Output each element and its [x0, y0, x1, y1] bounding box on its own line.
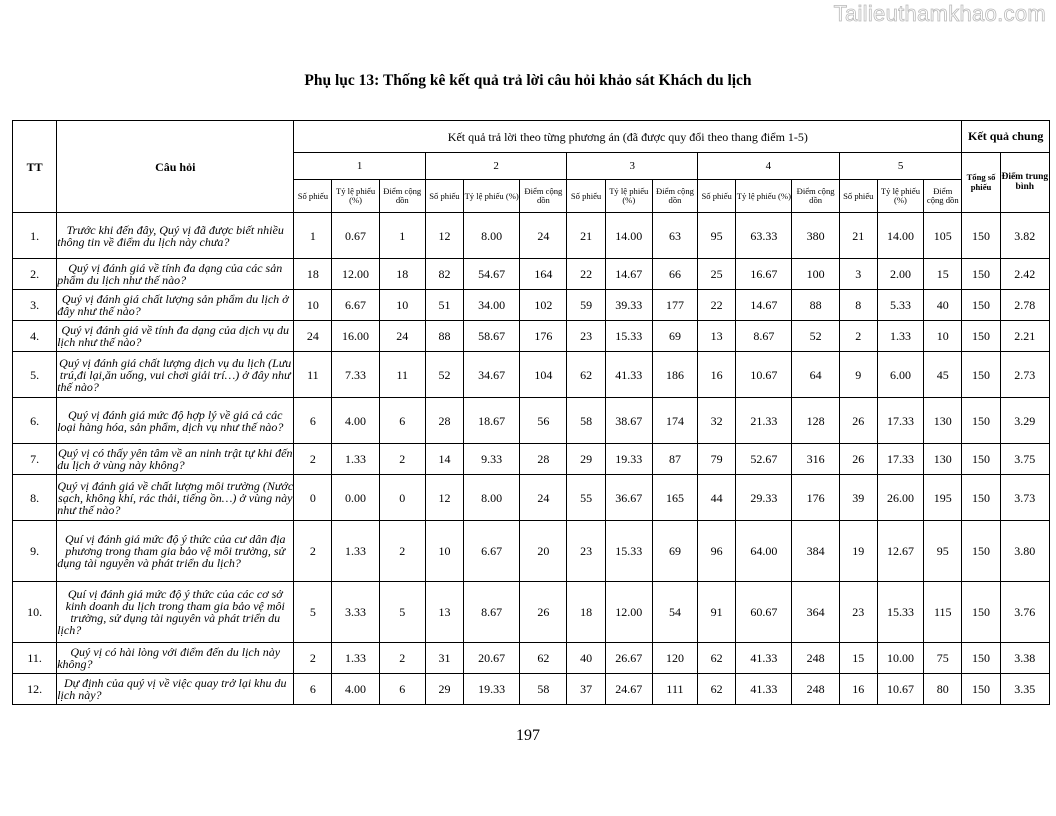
option-3-count: 40 — [567, 643, 605, 674]
option-3-count: 29 — [567, 444, 605, 475]
total-count: 150 — [962, 398, 1000, 444]
option-5-percent: 17.33 — [877, 444, 923, 475]
option-5-score: 195 — [924, 475, 962, 521]
total-count: 150 — [962, 321, 1000, 352]
option-2-count: 31 — [425, 643, 463, 674]
option-5-count: 3 — [839, 259, 877, 290]
table-row — [13, 582, 1050, 643]
average-score: 3.75 — [1000, 444, 1049, 475]
option-4-count: 62 — [698, 674, 736, 705]
option-2-percent: 34.67 — [464, 352, 520, 398]
option-2-percent: 8.67 — [464, 582, 520, 643]
header-option-4-score: Điểm cộng dồn — [792, 180, 839, 213]
table-row — [13, 444, 1050, 475]
header-option-5: 5 — [839, 153, 962, 180]
option-3-percent: 26.67 — [605, 643, 652, 674]
option-2-count: 13 — [425, 582, 463, 643]
average-score: 3.80 — [1000, 521, 1049, 582]
option-3-score: 177 — [652, 290, 697, 321]
survey-results-table — [12, 120, 1050, 705]
option-2-count: 10 — [425, 521, 463, 582]
option-5-score: 15 — [924, 259, 962, 290]
option-1-percent: 4.00 — [332, 674, 379, 705]
question-text: Quý vị đánh giá về tính đa dạng của các sản phẩm du lịch như thế nào? — [57, 259, 294, 290]
row-number: 6. — [13, 398, 57, 444]
option-4-percent: 16.67 — [736, 259, 792, 290]
option-3-score: 66 — [652, 259, 697, 290]
option-5-percent: 10.67 — [877, 674, 923, 705]
option-2-percent: 6.67 — [464, 521, 520, 582]
option-4-score: 64 — [792, 352, 839, 398]
option-5-count: 26 — [839, 444, 877, 475]
option-5-count: 26 — [839, 398, 877, 444]
option-2-score: 176 — [520, 321, 567, 352]
option-3-score: 111 — [652, 674, 697, 705]
header-option-3-score: Điểm cộng dồn — [652, 180, 697, 213]
question-text: Quý vị đánh giá mức độ hợp lý về giá cả các loại hàng hóa, sản phẩm, dịch vụ như thế nào? — [57, 398, 294, 444]
option-3-score: 69 — [652, 321, 697, 352]
option-4-score: 380 — [792, 213, 839, 259]
question-text: Quý vị có thấy yên tâm về an ninh trật tự khi đến du lịch ở vùng này không? — [57, 444, 294, 475]
average-score: 3.38 — [1000, 643, 1049, 674]
option-2-count: 12 — [425, 213, 463, 259]
header-option-3-pct: Tỷ lệ phiếu (%) — [605, 180, 652, 213]
option-2-score: 56 — [520, 398, 567, 444]
header-tt: TT — [13, 121, 57, 213]
option-1-count: 24 — [294, 321, 332, 352]
header-option-1-count: Số phiếu — [294, 180, 332, 213]
option-4-count: 79 — [698, 444, 736, 475]
option-5-percent: 6.00 — [877, 352, 923, 398]
average-score: 3.73 — [1000, 475, 1049, 521]
row-number: 12. — [13, 674, 57, 705]
option-1-percent: 16.00 — [332, 321, 379, 352]
total-count: 150 — [962, 352, 1000, 398]
option-1-count: 5 — [294, 582, 332, 643]
option-5-count: 16 — [839, 674, 877, 705]
row-number: 5. — [13, 352, 57, 398]
total-count: 150 — [962, 213, 1000, 259]
option-2-score: 104 — [520, 352, 567, 398]
option-3-percent: 14.00 — [605, 213, 652, 259]
option-3-count: 23 — [567, 321, 605, 352]
option-5-percent: 2.00 — [877, 259, 923, 290]
option-3-percent: 12.00 — [605, 582, 652, 643]
option-3-percent: 39.33 — [605, 290, 652, 321]
option-4-count: 62 — [698, 643, 736, 674]
option-1-percent: 1.33 — [332, 444, 379, 475]
option-5-score: 75 — [924, 643, 962, 674]
option-2-count: 12 — [425, 475, 463, 521]
option-1-percent: 3.33 — [332, 582, 379, 643]
option-5-score: 130 — [924, 398, 962, 444]
option-1-percent: 0.67 — [332, 213, 379, 259]
option-3-score: 63 — [652, 213, 697, 259]
question-text: Quý vị đánh giá về chất lượng môi trường (Nước sạch, không khí, rác thải, tiếng ồn…) ở vùng này như thế nào? — [57, 475, 294, 521]
table-row — [13, 643, 1050, 674]
option-3-count: 22 — [567, 259, 605, 290]
option-2-score: 102 — [520, 290, 567, 321]
option-5-count: 39 — [839, 475, 877, 521]
option-5-percent: 10.00 — [877, 643, 923, 674]
option-3-score: 174 — [652, 398, 697, 444]
option-3-count: 21 — [567, 213, 605, 259]
option-4-score: 384 — [792, 521, 839, 582]
option-2-percent: 34.00 — [464, 290, 520, 321]
option-1-percent: 12.00 — [332, 259, 379, 290]
option-2-percent: 18.67 — [464, 398, 520, 444]
header-option-2-count: Số phiếu — [425, 180, 463, 213]
option-5-percent: 1.33 — [877, 321, 923, 352]
option-3-count: 23 — [567, 521, 605, 582]
option-5-count: 23 — [839, 582, 877, 643]
average-score: 3.76 — [1000, 582, 1049, 643]
option-2-percent: 54.67 — [464, 259, 520, 290]
option-1-score: 2 — [379, 444, 425, 475]
option-3-score: 87 — [652, 444, 697, 475]
option-4-percent: 29.33 — [736, 475, 792, 521]
header-option-3-count: Số phiếu — [567, 180, 605, 213]
header-option-2-pct: Tỷ lệ phiếu (%) — [464, 180, 520, 213]
option-1-percent: 6.67 — [332, 290, 379, 321]
option-1-score: 18 — [379, 259, 425, 290]
option-1-count: 6 — [294, 398, 332, 444]
option-1-count: 10 — [294, 290, 332, 321]
option-3-count: 37 — [567, 674, 605, 705]
option-2-percent: 58.67 — [464, 321, 520, 352]
average-score: 2.21 — [1000, 321, 1049, 352]
option-4-count: 25 — [698, 259, 736, 290]
option-2-score: 58 — [520, 674, 567, 705]
option-4-percent: 52.67 — [736, 444, 792, 475]
option-2-percent: 19.33 — [464, 674, 520, 705]
option-1-score: 2 — [379, 643, 425, 674]
option-5-percent: 15.33 — [877, 582, 923, 643]
average-score: 3.82 — [1000, 213, 1049, 259]
question-text: Quý vị đánh giá chất lượng dịch vụ du lịch (Lưu trú,đi lại,ăn uống, vui chơi giải trí…) ở đây như thế nào? — [57, 352, 294, 398]
option-4-percent: 8.67 — [736, 321, 792, 352]
option-3-count: 59 — [567, 290, 605, 321]
header-average: Điểm trung bình — [1000, 153, 1049, 213]
option-1-count: 1 — [294, 213, 332, 259]
option-5-count: 9 — [839, 352, 877, 398]
option-4-count: 22 — [698, 290, 736, 321]
row-number: 2. — [13, 259, 57, 290]
option-1-score: 6 — [379, 398, 425, 444]
option-5-score: 10 — [924, 321, 962, 352]
table-row — [13, 213, 1050, 259]
option-1-percent: 0.00 — [332, 475, 379, 521]
option-1-count: 18 — [294, 259, 332, 290]
table-row — [13, 259, 1050, 290]
header-option-4-count: Số phiếu — [698, 180, 736, 213]
average-score: 3.29 — [1000, 398, 1049, 444]
header-option-4-pct: Tỷ lệ phiếu (%) — [736, 180, 792, 213]
option-1-percent: 4.00 — [332, 398, 379, 444]
option-4-percent: 10.67 — [736, 352, 792, 398]
option-1-score: 24 — [379, 321, 425, 352]
option-4-score: 128 — [792, 398, 839, 444]
option-4-percent: 64.00 — [736, 521, 792, 582]
option-1-count: 11 — [294, 352, 332, 398]
option-5-percent: 5.33 — [877, 290, 923, 321]
option-2-percent: 20.67 — [464, 643, 520, 674]
option-5-score: 115 — [924, 582, 962, 643]
option-2-percent: 8.00 — [464, 475, 520, 521]
option-1-count: 2 — [294, 444, 332, 475]
question-text: Quí vị đánh giá mức độ ý thức của cư dân địa phương trong tham gia bảo vệ môi trường, sử dụng tài nguyên và phát triển du lịch? — [57, 521, 294, 582]
option-4-count: 32 — [698, 398, 736, 444]
option-2-count: 52 — [425, 352, 463, 398]
option-3-count: 58 — [567, 398, 605, 444]
header-option-1: 1 — [294, 153, 426, 180]
option-5-count: 8 — [839, 290, 877, 321]
option-1-score: 2 — [379, 521, 425, 582]
page-title: Phụ lục 13: Thống kê kết quả trả lời câu hỏi khảo sát Khách du lịch — [304, 72, 752, 89]
option-4-score: 248 — [792, 643, 839, 674]
option-3-percent: 38.67 — [605, 398, 652, 444]
header-question: Câu hỏi — [57, 121, 294, 213]
option-3-score: 120 — [652, 643, 697, 674]
option-1-score: 11 — [379, 352, 425, 398]
option-3-percent: 15.33 — [605, 521, 652, 582]
option-1-score: 6 — [379, 674, 425, 705]
question-text: Dự định của quý vị về việc quay trở lại khu du lịch này? — [57, 674, 294, 705]
option-4-percent: 14.67 — [736, 290, 792, 321]
option-4-score: 248 — [792, 674, 839, 705]
average-score: 2.42 — [1000, 259, 1049, 290]
option-3-percent: 14.67 — [605, 259, 652, 290]
option-1-score: 5 — [379, 582, 425, 643]
option-2-score: 24 — [520, 475, 567, 521]
option-2-count: 28 — [425, 398, 463, 444]
option-2-score: 164 — [520, 259, 567, 290]
option-4-percent: 60.67 — [736, 582, 792, 643]
option-2-score: 24 — [520, 213, 567, 259]
option-4-percent: 63.33 — [736, 213, 792, 259]
question-text: Quý vị có hài lòng với điểm đến du lịch này không? — [57, 643, 294, 674]
table-row — [13, 398, 1050, 444]
option-1-count: 2 — [294, 521, 332, 582]
average-score: 3.35 — [1000, 674, 1049, 705]
header-option-3: 3 — [567, 153, 698, 180]
option-5-percent: 26.00 — [877, 475, 923, 521]
option-3-percent: 36.67 — [605, 475, 652, 521]
header-option-2: 2 — [425, 153, 567, 180]
option-3-score: 54 — [652, 582, 697, 643]
total-count: 150 — [962, 521, 1000, 582]
header-option-5-count: Số phiếu — [839, 180, 877, 213]
table-row — [13, 521, 1050, 582]
option-4-score: 364 — [792, 582, 839, 643]
watermark: Tailieuthamkhao.com — [833, 1, 1046, 26]
table-row — [13, 290, 1050, 321]
option-4-score: 52 — [792, 321, 839, 352]
option-4-score: 100 — [792, 259, 839, 290]
option-4-percent: 21.33 — [736, 398, 792, 444]
question-text: Trước khi đến đây, Quý vị đã được biết nhiều thông tin về điểm du lịch này chưa? — [57, 213, 294, 259]
header-option-5-pct: Tỷ lệ phiếu (%) — [877, 180, 923, 213]
option-3-score: 186 — [652, 352, 697, 398]
option-2-count: 29 — [425, 674, 463, 705]
option-1-score: 10 — [379, 290, 425, 321]
page-number: 197 — [516, 727, 540, 744]
option-2-score: 62 — [520, 643, 567, 674]
row-number: 3. — [13, 290, 57, 321]
option-4-count: 13 — [698, 321, 736, 352]
header-option-1-pct: Tỷ lệ phiếu (%) — [332, 180, 379, 213]
option-3-percent: 24.67 — [605, 674, 652, 705]
table-row — [13, 352, 1050, 398]
option-5-score: 45 — [924, 352, 962, 398]
total-count: 150 — [962, 259, 1000, 290]
option-5-count: 2 — [839, 321, 877, 352]
average-score: 2.73 — [1000, 352, 1049, 398]
table-row — [13, 475, 1050, 521]
header-option-1-score: Điểm cộng dồn — [379, 180, 425, 213]
option-3-percent: 19.33 — [605, 444, 652, 475]
question-text: Quý vị đánh giá về tính đa dạng của dịch vụ du lịch như thế nào? — [57, 321, 294, 352]
header-option-5-score: Điểm cộng dồn — [924, 180, 962, 213]
average-score: 2.78 — [1000, 290, 1049, 321]
total-count: 150 — [962, 290, 1000, 321]
row-number: 11. — [13, 643, 57, 674]
option-3-count: 18 — [567, 582, 605, 643]
option-5-percent: 14.00 — [877, 213, 923, 259]
total-count: 150 — [962, 674, 1000, 705]
option-5-percent: 12.67 — [877, 521, 923, 582]
option-4-count: 44 — [698, 475, 736, 521]
row-number: 8. — [13, 475, 57, 521]
option-1-score: 0 — [379, 475, 425, 521]
option-1-percent: 7.33 — [332, 352, 379, 398]
question-text: Quí vị đánh giá mức độ ý thức của các cơ sở kinh doanh du lịch trong tham gia bảo vệ môi trường, sử dụng tài nguyên và phát triển du lịch? — [57, 582, 294, 643]
option-3-count: 62 — [567, 352, 605, 398]
option-4-count: 91 — [698, 582, 736, 643]
option-2-count: 88 — [425, 321, 463, 352]
row-number: 4. — [13, 321, 57, 352]
row-number: 1. — [13, 213, 57, 259]
header-option-2-score: Điểm cộng dồn — [520, 180, 567, 213]
option-4-score: 316 — [792, 444, 839, 475]
option-5-score: 80 — [924, 674, 962, 705]
total-count: 150 — [962, 475, 1000, 521]
option-2-percent: 8.00 — [464, 213, 520, 259]
total-count: 150 — [962, 582, 1000, 643]
question-text: Quý vị đánh giá chất lượng sản phẩm du lịch ở đây như thế nào? — [57, 290, 294, 321]
option-2-count: 14 — [425, 444, 463, 475]
option-1-count: 6 — [294, 674, 332, 705]
option-4-count: 96 — [698, 521, 736, 582]
option-1-count: 0 — [294, 475, 332, 521]
option-1-count: 2 — [294, 643, 332, 674]
row-number: 9. — [13, 521, 57, 582]
header-overall-group: Kết quả chung — [962, 121, 1050, 153]
option-3-percent: 15.33 — [605, 321, 652, 352]
option-4-count: 95 — [698, 213, 736, 259]
option-2-count: 82 — [425, 259, 463, 290]
option-1-score: 1 — [379, 213, 425, 259]
header-option-4: 4 — [698, 153, 840, 180]
header-results-group: Kết quả trả lời theo từng phương án (đã được quy đổi theo thang điểm 1-5) — [294, 121, 962, 153]
total-count: 150 — [962, 643, 1000, 674]
option-2-score: 20 — [520, 521, 567, 582]
option-2-score: 28 — [520, 444, 567, 475]
option-3-count: 55 — [567, 475, 605, 521]
row-number: 10. — [13, 582, 57, 643]
option-3-score: 69 — [652, 521, 697, 582]
total-count: 150 — [962, 444, 1000, 475]
row-number: 7. — [13, 444, 57, 475]
option-2-count: 51 — [425, 290, 463, 321]
option-1-percent: 1.33 — [332, 521, 379, 582]
option-2-percent: 9.33 — [464, 444, 520, 475]
option-3-percent: 41.33 — [605, 352, 652, 398]
option-2-score: 26 — [520, 582, 567, 643]
option-5-score: 95 — [924, 521, 962, 582]
table-row — [13, 674, 1050, 705]
option-5-score: 105 — [924, 213, 962, 259]
option-5-count: 15 — [839, 643, 877, 674]
option-4-percent: 41.33 — [736, 643, 792, 674]
table-row — [13, 321, 1050, 352]
option-4-count: 16 — [698, 352, 736, 398]
option-3-score: 165 — [652, 475, 697, 521]
option-1-percent: 1.33 — [332, 643, 379, 674]
option-5-count: 19 — [839, 521, 877, 582]
option-5-count: 21 — [839, 213, 877, 259]
header-total: Tổng số phiếu — [962, 153, 1000, 213]
option-5-percent: 17.33 — [877, 398, 923, 444]
option-5-score: 130 — [924, 444, 962, 475]
option-4-percent: 41.33 — [736, 674, 792, 705]
option-5-score: 40 — [924, 290, 962, 321]
option-4-score: 176 — [792, 475, 839, 521]
option-4-score: 88 — [792, 290, 839, 321]
